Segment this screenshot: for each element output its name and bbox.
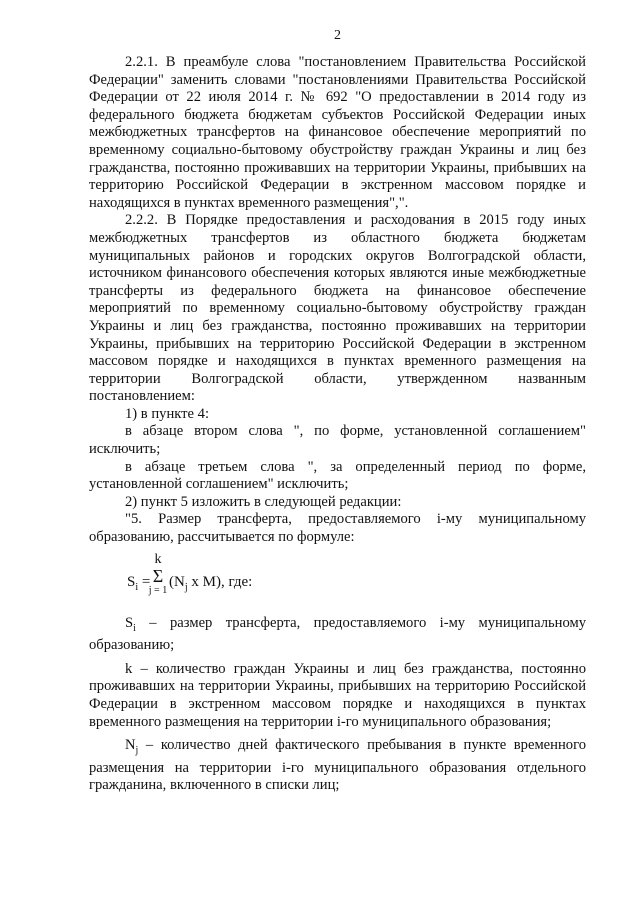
formula-sum-symbol: Σ (152, 565, 164, 586)
formula (89, 551, 586, 609)
definition-nj: $N_j$ – количество дней фактического пребывания в пункте временного размещения на территории i-го муниципального образования отдельного гражданина, включенного в списки лиц; (89, 737, 586, 794)
formula-rhs: ($N_j$ x M), где: (169, 573, 253, 593)
formula-lhs: $S_i$ = (127, 573, 151, 593)
paragraph-item-1: 1) в пункте 4: (125, 405, 210, 422)
formula-sum-upper: k (154, 551, 162, 567)
paragraph-abzac-2: в абзаце втором слова ", по форме, установленной соглашением" исключить; (89, 423, 586, 458)
paragraph-point-5: "5. Размер трансферта, предоставляемого i-му муниципальному образованию, рассчитывается по формуле: (89, 511, 586, 546)
paragraph-2-2-1: 2.2.1. В преамбуле слова "постановлением Правительства Российской Федерации" заменить словами "постановлениями Правительства Российской Федерации от 22 июля 2014 г. № 692 "О предоставлении в 2014 году из федерального бюджета бюджетам субъектов Российской Федерации иных межбюджетных трансфертов на финансовое обеспечение мероприятий по временному социально-бытовому обустройству граждан Украины и лиц без гражданства, постоянно проживавших на территории Украины, прибывших на территорию Российской Федерации в экстренном массовом порядке и находящихся в пунктах временного размещения",". (89, 54, 586, 211)
formula-sum (148, 553, 168, 596)
definition-k: k – количество граждан Украины и лиц без гражданства, постоянно проживавших на территории Украины, прибывших на территорию Российской Федерации в экстренном массовом порядке и находящихся в пунктах временного размещения на территории i-го муниципального образования; (89, 660, 586, 730)
definition-si: $S_i$ – размер трансферта, предоставляемого i-му муниципальному образованию; (89, 614, 586, 654)
paragraph-item-2: 2) пункт 5 изложить в следующей редакции: (125, 493, 402, 510)
paragraph-2-2-2: 2.2.2. В Порядке предоставления и расходования в 2015 году иных межбюджетных трансфертов из областного бюджета бюджетам муниципальных районов и городских округов Волгоградской области, источником финансового обеспечения которых являются иные межбюджетные трансферты из федерального бюджета на финансовое обеспечение мероприятий по временному социально-бытовому обустройству граждан Украины и лиц без гражданства, постоянно проживавших на территории Украины, прибывших на территорию Российской Федерации в экстренном массовом порядке и находящихся в пунктах временного размещения на территории Волгоградской области, утвержденном названным постановлением: (89, 212, 586, 405)
paragraph-abzac-3: в абзаце третьем слова ", за определенный период по форме, установленной соглашением" исключить; (89, 458, 586, 493)
page-number: 2 (334, 28, 341, 43)
formula-sum-lower: j = 1 (148, 584, 168, 596)
